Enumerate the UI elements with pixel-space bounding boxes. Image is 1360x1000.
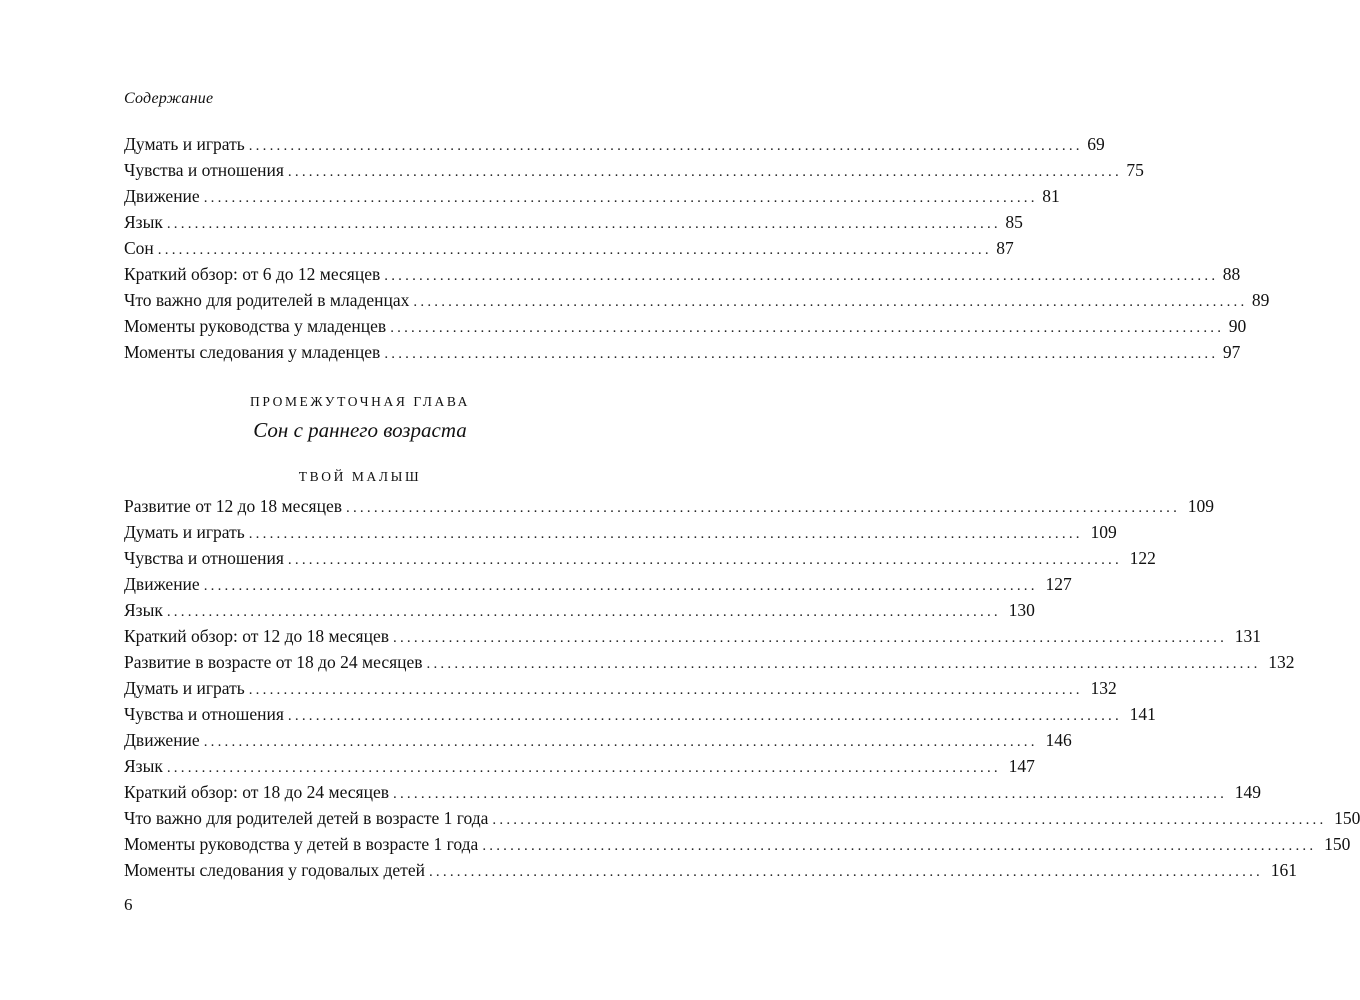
toc-entry (124, 831, 1351, 857)
toc-entry-page: 88 (1222, 264, 1241, 284)
dot-leader: ........................................................................................................................ (390, 320, 1225, 336)
dot-leader: ........................................................................................................................ (413, 294, 1248, 310)
dot-leader: ........................................................................................................................ (287, 552, 1122, 568)
toc-list-infants (124, 131, 1270, 365)
toc-entry (124, 597, 1035, 623)
toc-entry-title: Моменты следования у младенцев (124, 342, 381, 362)
toc-entry-title: Моменты руководства у младенцев (124, 316, 387, 336)
toc-entry (124, 157, 1144, 183)
toc-entry-title: Язык (124, 600, 163, 620)
dot-leader: ........................................................................................................................ (426, 656, 1261, 672)
dot-leader: ........................................................................................................................ (166, 604, 1001, 620)
dot-leader: ........................................................................................................................ (346, 500, 1181, 516)
dot-leader: ........................................................................................................................ (428, 864, 1263, 880)
page-number: 6 (124, 895, 133, 914)
dot-leader: ........................................................................................................................ (492, 812, 1327, 828)
toc-entry-title: Сон (124, 238, 154, 258)
toc-list-toddler (124, 493, 1360, 883)
toc-entry-title: Что важно для родителей детей в возрасте 1 года (124, 808, 489, 828)
toc-entry (124, 519, 1117, 545)
dot-leader: ........................................................................................................................ (393, 630, 1228, 646)
toc-entry-title: Краткий обзор: от 6 до 12 месяцев (124, 264, 381, 284)
toc-entry-page: 109 (1090, 522, 1117, 542)
dot-leader: ........................................................................................................................ (203, 734, 1038, 750)
dot-leader: ........................................................................................................................ (384, 346, 1219, 362)
interlude-label: ПРОМЕЖУТОЧНАЯ ГЛАВА (249, 394, 470, 409)
toc-entry-title: Чувства и отношения (124, 548, 284, 568)
dot-leader: ........................................................................................................................ (203, 190, 1038, 206)
running-head: Содержание (124, 90, 214, 107)
toc-entry-title: Развитие в возрасте от 18 до 24 месяцев (124, 652, 423, 672)
toc-entry-title: Чувства и отношения (124, 160, 284, 180)
toc-entry (124, 131, 1105, 157)
toc-entry (124, 623, 1262, 649)
toc-entry-page: 147 (1008, 756, 1035, 776)
dot-leader: ........................................................................................................................ (157, 242, 992, 258)
toc-entry-title: Движение (124, 574, 200, 594)
toc-entry-title: Развитие от 12 до 18 месяцев (124, 496, 343, 516)
toc-entry-title: Моменты руководства у детей в возрасте 1 года (124, 834, 479, 854)
dot-leader: ........................................................................................................................ (248, 682, 1083, 698)
toc-entry-page: 141 (1129, 704, 1156, 724)
toc-entry-page: 146 (1045, 730, 1072, 750)
toc-entry-page: 149 (1234, 782, 1262, 802)
toc-entry (124, 857, 1297, 883)
toc-entry-page: 109 (1187, 496, 1215, 516)
toc-entry-title: Думать и играть (124, 134, 245, 154)
toc-entry-title: Моменты следования у годовалых детей (124, 860, 425, 880)
dot-leader: ........................................................................................................................ (166, 216, 1001, 232)
toc-entry (124, 675, 1117, 701)
toc-entry (124, 701, 1156, 727)
dot-leader: ........................................................................................................................ (248, 138, 1083, 154)
toc-entry (124, 779, 1262, 805)
dot-leader: ........................................................................................................................ (384, 268, 1219, 284)
toc-entry-title: Краткий обзор: от 12 до 18 месяцев (124, 626, 390, 646)
toc-entry-title: Движение (124, 730, 200, 750)
toc-entry (124, 261, 1241, 287)
toc-entry (124, 753, 1035, 779)
toc-entry-title: Язык (124, 212, 163, 232)
toc-entry (124, 339, 1241, 365)
dot-leader: ........................................................................................................................ (287, 708, 1122, 724)
toc-entry-page: 161 (1270, 860, 1297, 880)
dot-leader: ........................................................................................................................ (248, 526, 1083, 542)
toc-entry-page: 90 (1228, 316, 1247, 336)
toc-entry-title: Чувства и отношения (124, 704, 284, 724)
toc-entry (124, 287, 1270, 313)
dot-leader: ........................................................................................................................ (203, 578, 1038, 594)
toc-entry (124, 493, 1215, 519)
toc-entry (124, 571, 1072, 597)
toc-entry-page: 132 (1268, 652, 1295, 672)
toc-entry-title: Краткий обзор: от 18 до 24 месяцев (124, 782, 390, 802)
toc-entry-page: 81 (1042, 186, 1060, 206)
toc-entry (124, 727, 1072, 753)
toc-entry-page: 87 (996, 238, 1014, 258)
toc-entry-title: Думать и играть (124, 678, 245, 698)
toc-entry-title: Язык (124, 756, 163, 776)
toc-entry-page: 127 (1045, 574, 1072, 594)
toc-entry-page: 150 (1334, 808, 1360, 828)
dot-leader: ........................................................................................................................ (287, 164, 1122, 180)
interlude-title: Сон с раннего возраста (253, 418, 467, 442)
dot-leader: ........................................................................................................................ (482, 838, 1317, 854)
toc-entry-page: 150 (1324, 834, 1351, 854)
toc-entry-page: 75 (1126, 160, 1144, 180)
toc-entry-title: Думать и играть (124, 522, 245, 542)
toc-entry-page: 89 (1251, 290, 1270, 310)
dot-leader: ........................................................................................................................ (166, 760, 1001, 776)
dot-leader: ........................................................................................................................ (393, 786, 1228, 802)
toc-entry (124, 649, 1295, 675)
toc-entry-page: 69 (1087, 134, 1105, 154)
toc-entry (124, 313, 1247, 339)
toc-entry (124, 235, 1014, 261)
section-label-toddler: ТВОЙ МАЛЫШ (298, 469, 422, 484)
toc-entry-page: 131 (1234, 626, 1262, 646)
toc-entry-title: Движение (124, 186, 200, 206)
toc-entry-page: 132 (1090, 678, 1117, 698)
toc-entry (124, 183, 1060, 209)
toc-entry-page: 85 (1005, 212, 1023, 232)
toc-entry (124, 805, 1360, 831)
toc-entry (124, 209, 1023, 235)
toc-entry-page: 97 (1222, 342, 1241, 362)
toc-entry-page: 122 (1129, 548, 1156, 568)
toc-entry (124, 545, 1156, 571)
toc-entry-page: 130 (1008, 600, 1035, 620)
toc-entry-title: Что важно для родителей в младенцах (124, 290, 410, 310)
